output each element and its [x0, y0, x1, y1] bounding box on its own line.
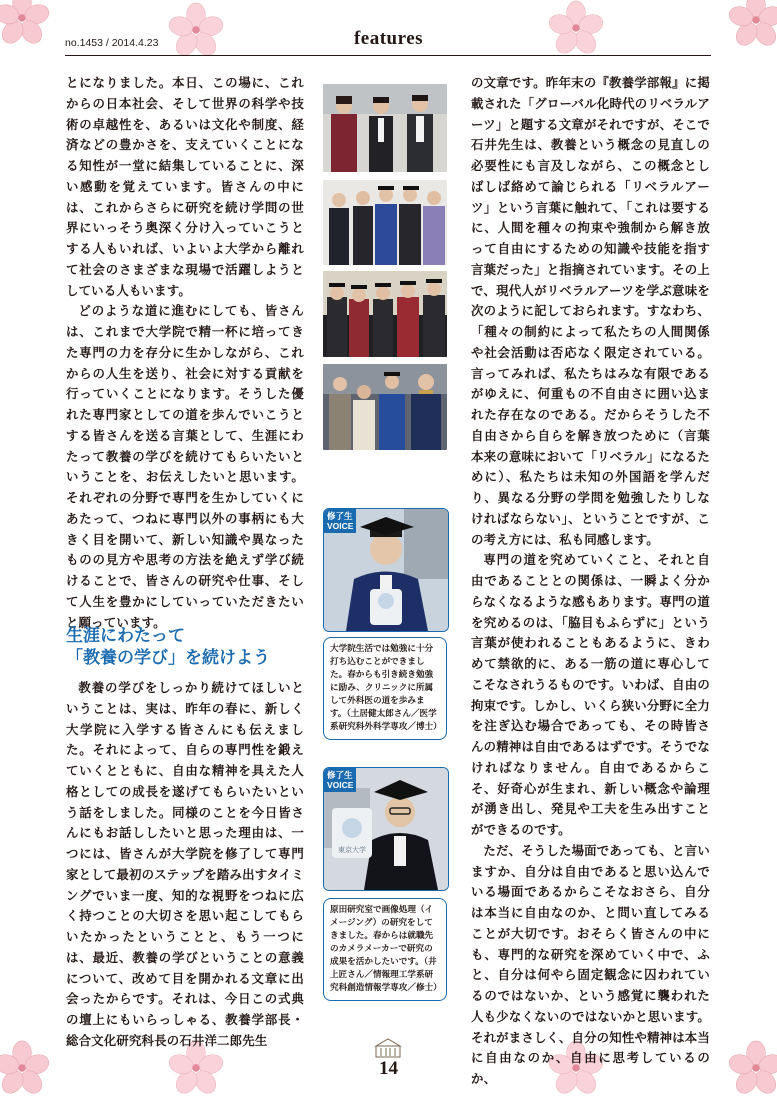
- graduation-photo: [323, 364, 447, 450]
- body-paragraph: 教養の学びをしっかり続けてほしいということは、実は、昨年の春に、新しく大学院に入学する皆さんにも伝えました。それによって、自らの専門性を鍛えていくとともに、自由な精神を具えた人格としての成長を遂げてもらいたいという話をしました。同様のことを今日皆さんにもお話ししたいと思った理由は、一つには、皆さんが大学院を修了して専門家として最初のステップを踏み出すタイミングでいま一度、知的な視野をつねに広く持つことの大切さを思い起こしてもらいたかったということと、もう一つには、最近、教養の学びということの意義について、改めて目を開かれる文章に出会ったからです。それは、今日この式典の壇上にもいらっしゃる、教養学部長・総合文化研究科長の石井洋二郎先生: [66, 680, 304, 1048]
- graduate-voice-photo: [323, 767, 449, 891]
- voice-tag-line: 修了生: [327, 511, 353, 521]
- column-right: [471, 73, 710, 1090]
- body-paragraph: 専門の道を究めていくこと、それと自由であることとの関係は、一瞬よく分からなくなるような感もあります。専門の道を究めるのは、「脇目もふらずに」という言葉が使われることもあるように、きわめて禁欲的に、ある一筋の道に専心してこそなされうるものです。いわば、自由の拘束です。しかし、いくら狭い分野に全力を注ぎ込む場合であっても、その時皆さんの精神は自由であるはずです。そうでなければなりません。自由であるからこそ、好奇心が生まれ、新しい概念や論理が湧き出し、発見や工夫を生み出すことができるのです。: [471, 552, 710, 837]
- mascot-sign-text: 東京大学: [338, 846, 366, 854]
- body-paragraph: ただ、そうした場面であっても、と言いますか、自分は自由であると思い込んでいる場面であるからこそなおさら、自分は本当に自由なのか、と問い直してみることが大切です。おそらく皆さんの中にも、専門的な研究を深めていく中で、ふと、自分は何やら固定観念に囚われているのではないか、という感覚に襲われた人も少なくないのではないかと思います。それがまさしく、自分の知性や精神は本当に自由なのか、自由に思考しているのか、: [471, 842, 710, 1086]
- graduation-photo: [323, 180, 447, 265]
- section-heading: [66, 625, 306, 669]
- voice-tag: [324, 768, 356, 792]
- graduate-comment: 大学院生活では勉強に十分打ち込むことができました。春からも引き続き勉強に励み、クリニックに所属して外科医の道を歩みます。（土居健太郎さん／医学系研究科外科学専攻／博士）: [323, 637, 447, 740]
- graduate-comment: 原田研究室で画像処理（イメージング）の研究をしてきました。春からは就職先のカメラメーカーで研究の成果を活かしたいです。（井上匠さん／情報理工学系研究科創造情報学専攻／修士）: [323, 898, 447, 1001]
- section-label: features: [353, 28, 424, 49]
- voice-tag-line: 修了生: [327, 770, 353, 780]
- column-left-bottom: [66, 678, 304, 1052]
- body-paragraph: とになりました。本日、この場に、これからの日本社会、そして世界の科学や技術の卓越性を、あるいは文化や制度、経済などの豊かさを、支えていくことになる知性が一堂に結集していることに、深い感動を覚えています。皆さんの中には、これからさらに研究を続け学問の世界にいっそう奥深く分け入っていこうとする人もいれば、いよいよ大学から離れて社会のさまざまな現場で活躍しようとしている人もいます。: [66, 75, 304, 298]
- header-rule: [65, 55, 711, 56]
- page-number: 14: [379, 1058, 398, 1079]
- section-heading-line: 「教養の学び」を続けよう: [66, 648, 270, 668]
- issue-date: no.1453 / 2014.4.23: [65, 37, 159, 49]
- graduate-voice-photo: [323, 508, 449, 632]
- section-heading-line: 生涯にわたって: [66, 626, 185, 646]
- voice-tag: [324, 509, 356, 533]
- voice-tag-line: VOICE: [327, 780, 354, 790]
- university-hall-icon: [373, 1036, 403, 1058]
- voice-tag-line: VOICE: [327, 521, 354, 531]
- graduation-photo: [323, 84, 447, 172]
- column-left-top: [66, 73, 304, 633]
- body-paragraph: の文章です。昨年末の『教養学部報』に掲載された「グローバル化時代のリベラルアーツ」と題する文章がそれですが、そこで石井先生は、教養という概念の見直しの必要性にも言及しながら、この概念としばしば絡めて論じられる「リベラルアーツ」という言葉に触れて、「これは要するに、人間を種々の拘束や強制から解き放って自由にするための知識や技能を指す言葉だった」と指摘されています。その上で、現代人がリベラルアーツを学ぶ意味を次のように記しておられます。すなわち、「種々の制約によって私たちの人間関係や社会活動は否応なく限定されている。言ってみれば、私たちはみな有限であるがゆえに、何重もの不自由さに囲い込まれた存在なのである。だからそうした不自由さから自らを解き放つために（言葉本来の意味において「リベラル」になるために）、私たちは未知の外国語を学んだり、異なる分野の学問を勉強したりしなければならない」、ということですが、この考え方には、私も同感します。: [471, 75, 710, 547]
- body-paragraph: どのような道に進むにしても、皆さんは、これまで大学院で精一杯に培ってきた専門の力を存分に生かしながら、これからの人生を送り、社会に対する貢献を行っていくことになります。そうした優れた専門家としての道を歩んでいこうとする皆さんを送る言葉として、生涯にわたって教養の学びを続けてもらいたいということを、お伝えしたいと思います。それぞれの分野で専門を生かしていくにあたって、つねに専門以外の事柄にも大きく目を開いて、新しい知識や異なったものの見方や思考の方法を絶えず学び続けることで、皆さんの研究や仕事、そして人生を豊かにしていっていただきたいと願っています。: [66, 303, 304, 630]
- graduation-photo: [323, 271, 447, 357]
